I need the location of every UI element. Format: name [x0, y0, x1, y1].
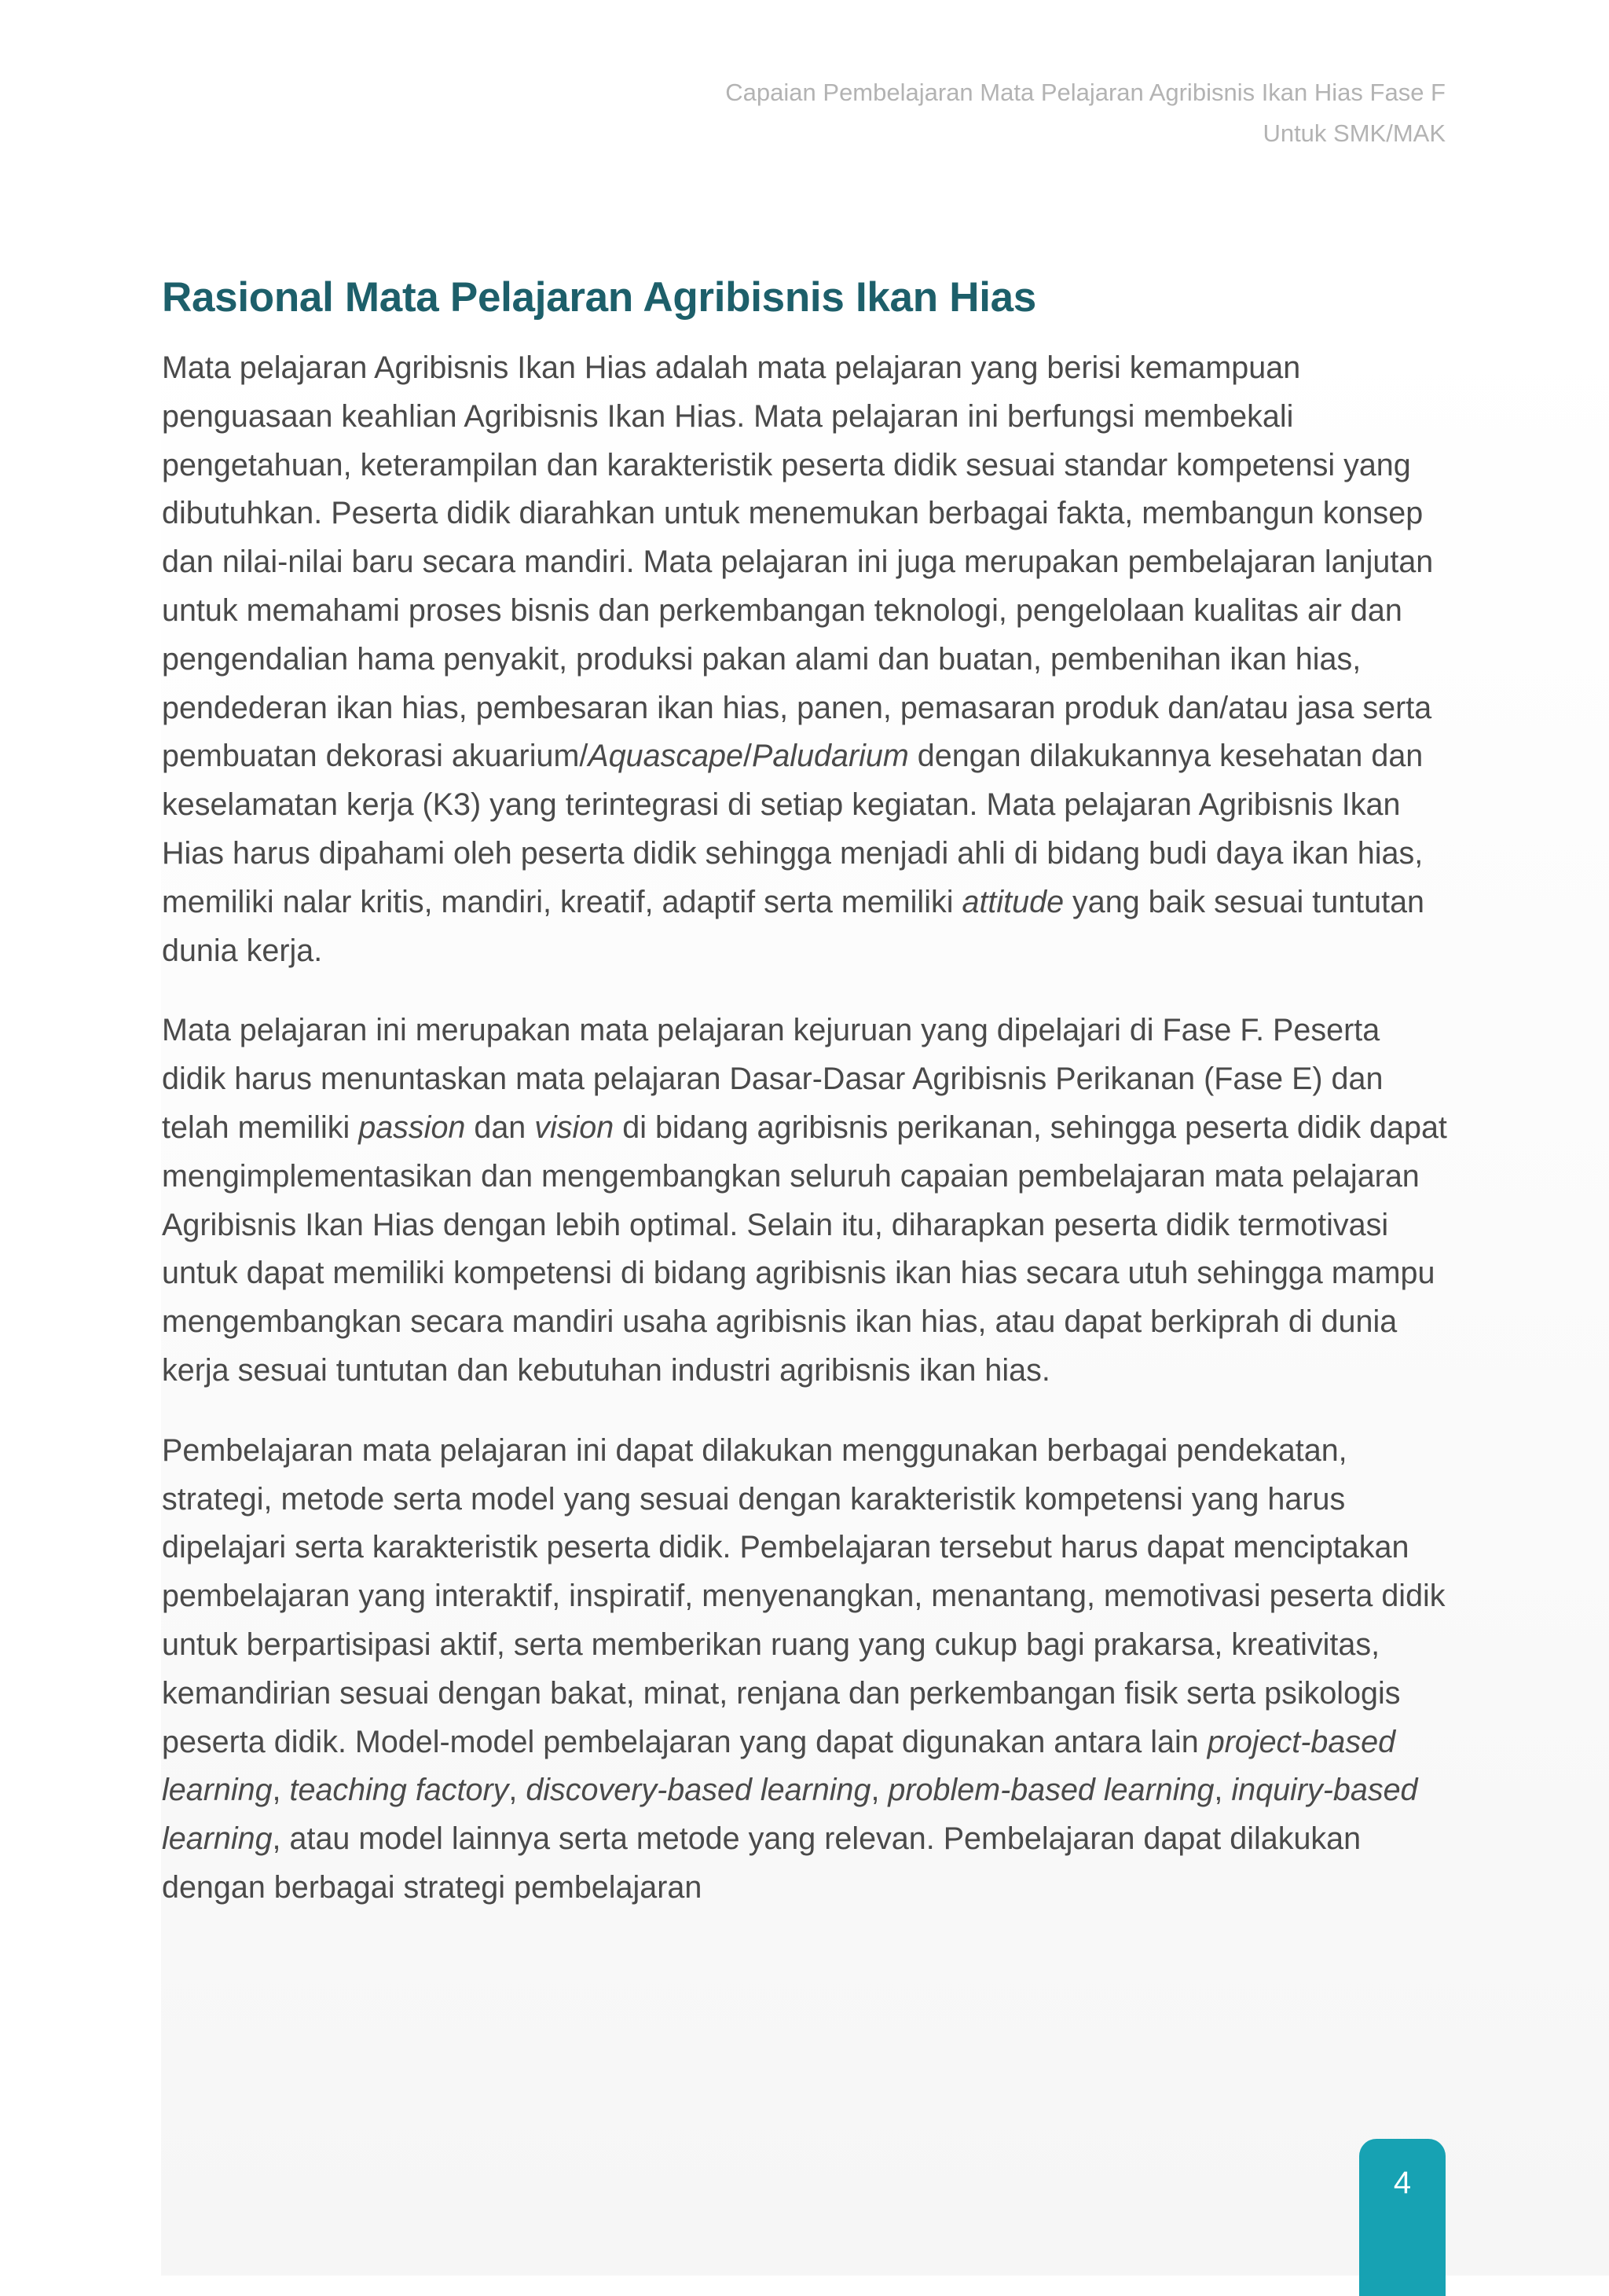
paragraph-1: [162, 344, 1450, 975]
italic-term: project-based learning: [162, 1724, 1396, 1808]
text-run: yang baik sesuai tuntutan dunia kerja.: [162, 884, 1425, 968]
text-run: Mata pelajaran Agribisnis Ikan Hias adalah mata pelajaran yang berisi kemampuan penguasaan keahlian Agribisnis Ikan Hias. Mata pelajaran ini berfungsi membekali pengetahuan, keterampilan dan karakteristik peserta didik sesuai standar kompetensi yang dibutuhkan. Peserta didik diarahkan untuk menemukan berbagai fakta, membangun konsep dan nilai-nilai baru secara mandiri. Mata pelajaran ini juga merupakan pembelajaran lanjutan untuk memahami proses bisnis dan perkembangan teknologi, pengelolaan kualitas air dan pengendalian hama penyakit, produksi pakan alami dan buatan, pembenihan ikan hias, pendederan ikan hias, pembesaran ikan hias, panen, pemasaran produk dan/atau jasa serta pembuatan dekorasi akuarium/: [162, 350, 1434, 774]
italic-term: teaching factory: [289, 1773, 509, 1808]
text-run: Mata pelajaran ini merupakan mata pelajaran kejuruan yang dipelajari di Fase F. Peserta didik harus menuntaskan mata pelajaran Dasar-Dasar Agribisnis Perikanan (Fase E) dan telah memiliki: [162, 1013, 1384, 1145]
text-run: Pembelajaran mata pelajaran ini dapat dilakukan menggunakan berbagai pendekatan, strategi, metode serta model yang sesuai dengan karakteristik kompetensi yang harus dipelajari serta karakteristik peserta didik. Pembelajaran tersebut harus dapat menciptakan pembelajaran yang interaktif, inspiratif, menyenangkan, menantang, memotivasi peserta didik untuk berpartisipasi aktif, serta memberikan ruang yang cukup bagi prakarsa, kreativitas, kemandirian sesuai dengan bakat, minat, renjana dan perkembangan fisik serta psikologis peserta didik. Model-model pembelajaran yang dapat digunakan antara lain: [162, 1432, 1446, 1759]
italic-term: problem-based learning: [888, 1773, 1215, 1808]
italic-term: inquiry-based learning: [162, 1773, 1418, 1857]
text-run: dengan dilakukannya kesehatan dan keselamatan kerja (K3) yang terintegrasi di setiap kegiatan. Mata pelajaran Agribisnis Ikan Hias harus dipahami oleh peserta didik sehingga menjadi ahli di bidang budi daya ikan hias, memiliki nalar kritis, mandiri, kreatif, adaptif serta memiliki: [162, 739, 1424, 919]
page-number-tab: [1359, 2139, 1446, 2296]
paragraph-3: [162, 1427, 1450, 1913]
text-run: di bidang agribisnis perikanan, sehingga peserta didik dapat mengimplementasikan dan mengembangkan seluruh capaian pembelajaran mata pelajaran Agribisnis Ikan Hias dengan lebih optimal. Selain itu, diharapkan peserta didik termotivasi untuk dapat memiliki kompetensi di bidang agribisnis ikan hias secara utuh sehingga mampu mengembangkan secara mandiri usaha agribisnis ikan hias, atau dapat berkiprah di dunia kerja sesuai tuntutan dan kebutuhan industri agribisnis ikan hias.: [162, 1109, 1447, 1388]
italic-term: Aquascape: [588, 739, 743, 774]
text-run: ,: [1214, 1773, 1232, 1808]
italic-term: passion: [358, 1109, 466, 1145]
italic-term: vision: [534, 1109, 614, 1145]
text-run: /: [743, 739, 752, 774]
paragraph-2: [162, 1007, 1450, 1395]
main-content: [162, 267, 1450, 1944]
header-line-1: Capaian Pembelajaran Mata Pelajaran Agribisnis Ikan Hias Fase F: [725, 79, 1446, 106]
italic-term: discovery-based learning: [526, 1773, 871, 1808]
text-run: ,: [870, 1773, 889, 1808]
section-title: Rasional Mata Pelajaran Agribisnis Ikan Hias: [162, 274, 1036, 321]
text-run: ,: [272, 1773, 290, 1808]
running-header: [725, 72, 1446, 154]
italic-term: attitude: [962, 884, 1065, 919]
text-run: ,: [508, 1773, 526, 1808]
text-run: dan: [465, 1109, 535, 1145]
italic-term: Paludarium: [751, 739, 909, 774]
header-line-2: Untuk SMK/MAK: [1263, 119, 1446, 147]
text-run: , atau model lainnya serta metode yang relevan. Pembelajaran dapat dilakukan dengan berbagai strategi pembelajaran: [162, 1821, 1362, 1905]
page-number: 4: [1393, 2166, 1412, 2200]
